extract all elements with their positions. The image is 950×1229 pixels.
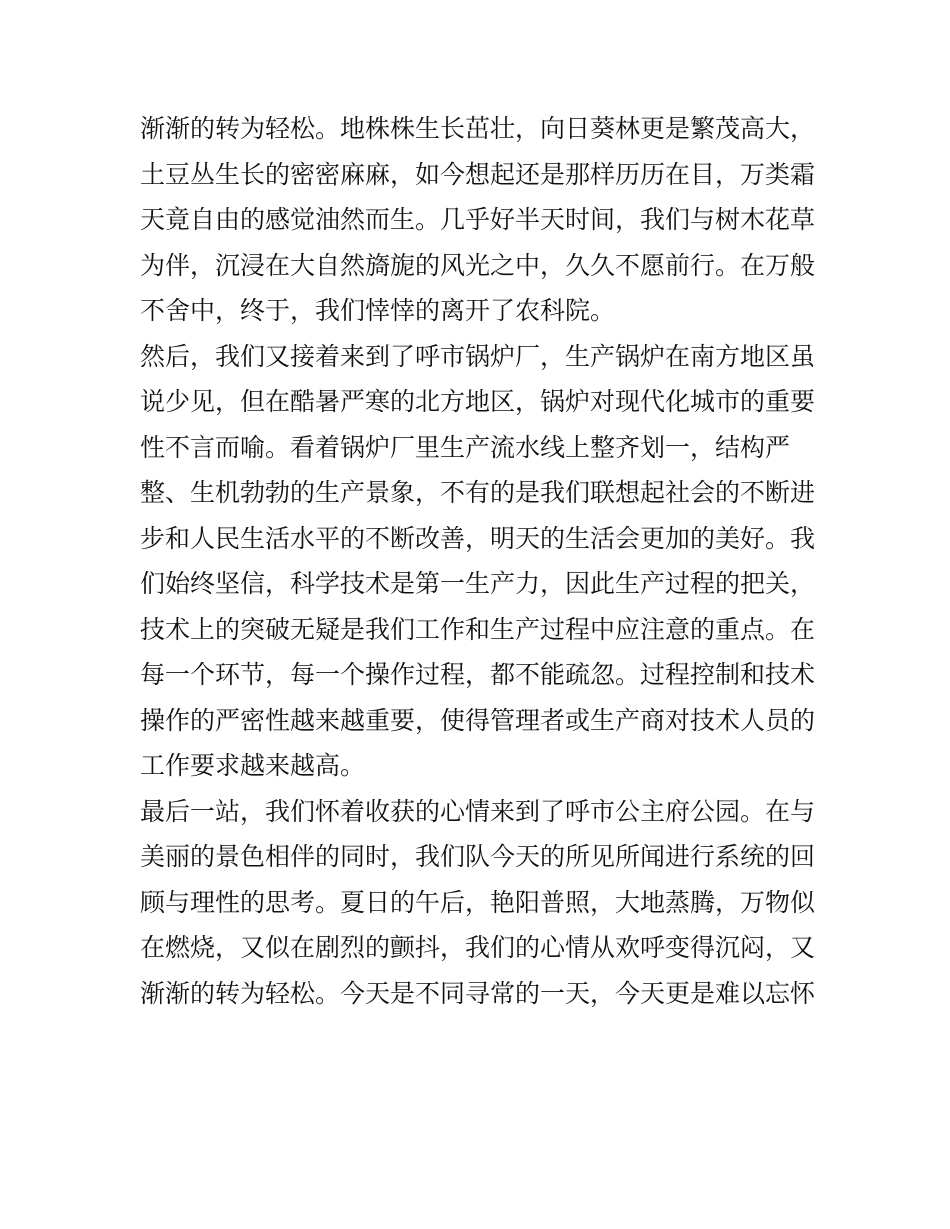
text-line: 最后一站，我们怀着收获的心情来到了呼市公主府公园。在与 xyxy=(140,796,816,826)
text-line: 不舍中，终于，我们悻悻的离开了农科院。 xyxy=(140,296,616,325)
text-line: 整、生机勃勃的生产景象，不有的是我们联想起社会的不断进 xyxy=(140,478,816,507)
text-line: 步和人民生活水平的不断改善，明天的生活会更加的美好。我 xyxy=(140,523,816,553)
text-line: 美丽的景色相伴的同时，我们队今天的所见所闻进行系统的回 xyxy=(140,842,816,871)
text-line: 性不言而喻。看着锅炉厂里生产流水线上整齐划一，结构严 xyxy=(140,432,791,462)
text-line: 渐渐的转为轻松。地株株生长茁壮，向日葵林更是繁茂高大， xyxy=(140,114,816,143)
text-line: 技术上的突破无疑是我们工作和生产过程中应注意的重点。在 xyxy=(140,614,816,644)
document-body xyxy=(140,106,820,1016)
text-line: 说少见，但在酷暑严寒的北方地区，锅炉对现代化城市的重要 xyxy=(140,387,816,416)
text-line: 操作的严密性越来越重要，使得管理者或生产商对技术人员的 xyxy=(140,705,816,735)
text-line: 天竟自由的感觉油然而生。几乎好半天时间，我们与树木花草 xyxy=(140,205,816,234)
text-line: 工作要求越来越高。 xyxy=(140,751,366,780)
text-line: 每一个环节，每一个操作过程，都不能疏忽。过程控制和技术 xyxy=(140,660,816,689)
text-line: 们始终坚信，科学技术是第一生产力，因此生产过程的把关， xyxy=(140,569,816,598)
text-line: 渐渐的转为轻松。今天是不同寻常的一天，今天更是难以忘怀 xyxy=(140,978,816,1008)
text-line: 然后，我们又接着来到了呼市锅炉厂，生产锅炉在南方地区虽 xyxy=(140,341,816,371)
text-line: 土豆丛生长的密密麻麻，如今想起还是那样历历在目，万类霜 xyxy=(140,159,816,189)
text-line: 在燃烧，又似在剧烈的颤抖，我们的心情从欢呼变得沉闷，又 xyxy=(140,933,816,962)
text-line: 为伴，沉浸在大自然旖旎的风光之中，久久不愿前行。在万般 xyxy=(140,250,816,280)
text-line: 顾与理性的思考。夏日的午后，艳阳普照，大地蒸腾，万物似 xyxy=(140,887,816,917)
